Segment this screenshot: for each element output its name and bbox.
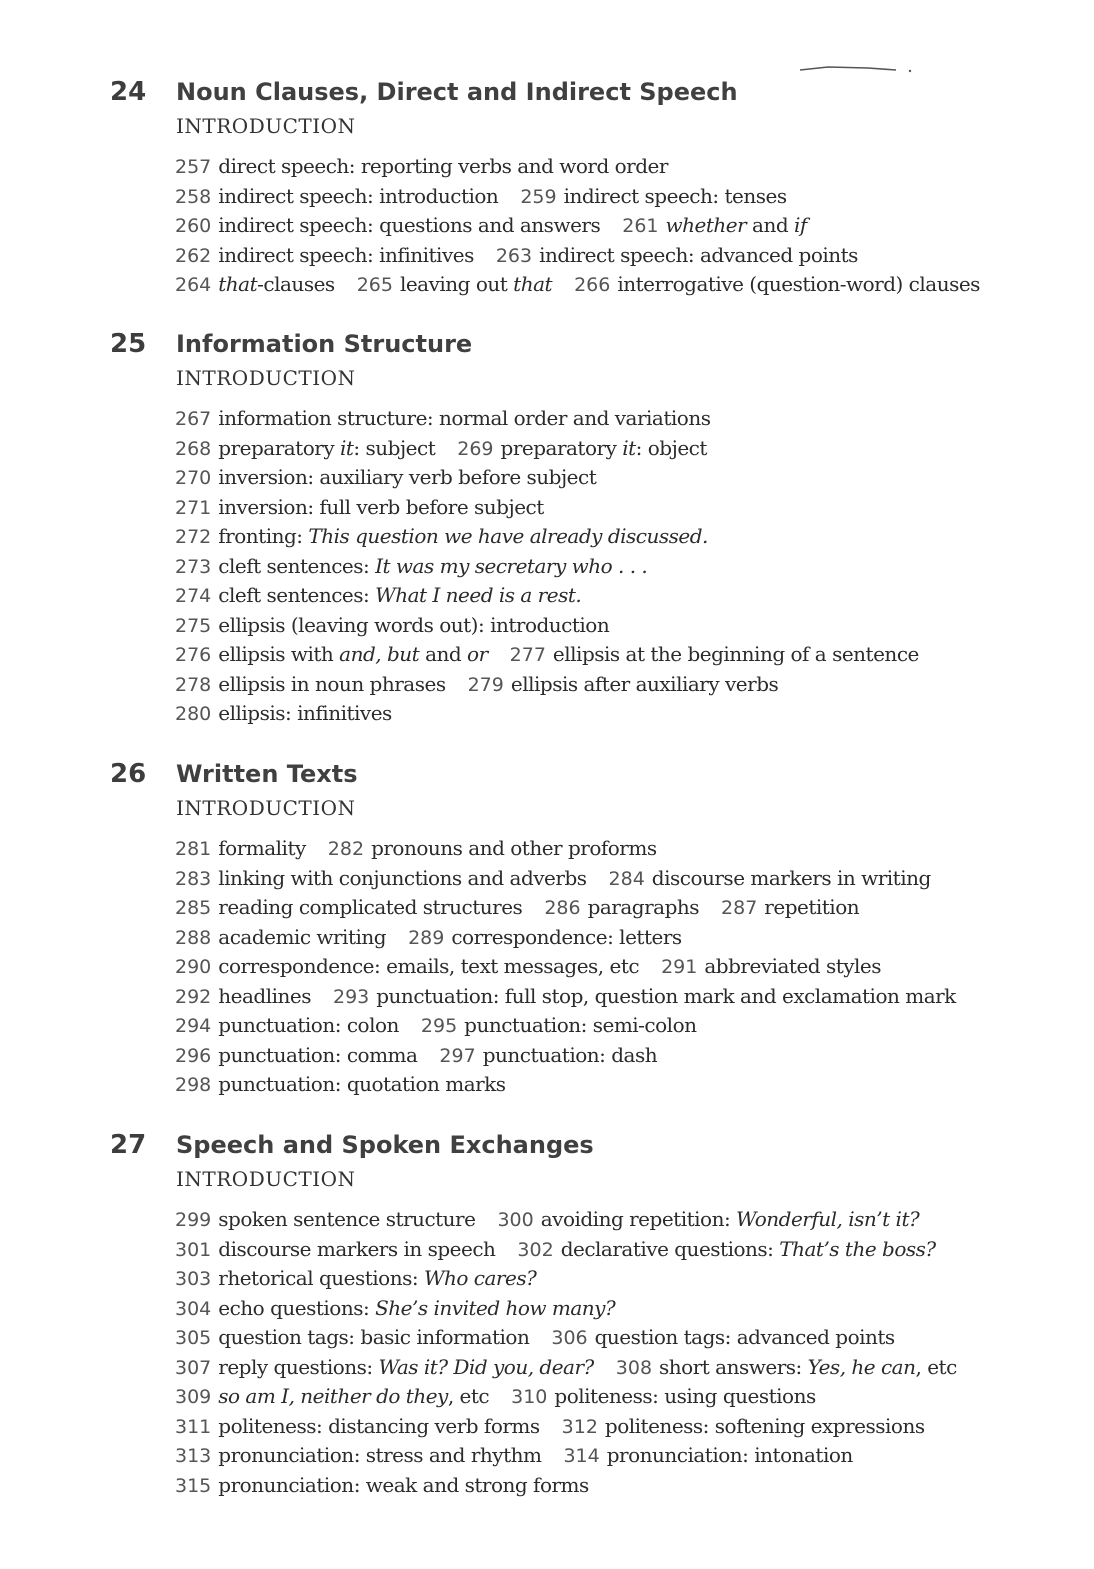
entry-line: [175, 404, 919, 434]
entry-line: [175, 152, 980, 182]
section-number: 26: [110, 759, 147, 789]
entry-number: 294: [175, 1015, 212, 1037]
entry-text: repetition: [764, 895, 860, 919]
entry-text: ellipsis at the beginning of a sentence: [552, 642, 919, 666]
entry-line: [175, 581, 919, 611]
entry-text: pronunciation: stress and rhythm: [218, 1443, 542, 1467]
entry-287: [721, 895, 859, 919]
entry-list: [175, 152, 980, 300]
entry-number: 285: [175, 897, 212, 919]
entry-257: [175, 154, 668, 178]
entry-text: politeness: distancing verb forms: [218, 1413, 540, 1438]
entry-266: [574, 272, 980, 296]
entry-text: pronunciation: intonation: [606, 1443, 853, 1467]
entry-text-italic: so am I, neither do they: [218, 1384, 448, 1408]
entry-number: 307: [175, 1356, 212, 1379]
entry-line: [175, 864, 956, 894]
entry-262: [175, 243, 474, 267]
entry-text: -clauses: [257, 272, 335, 296]
entry-text: , etc: [915, 1354, 957, 1379]
section-introduction-heading: INTRODUCTION: [176, 114, 356, 138]
entry-281: [175, 836, 306, 860]
entry-number: 315: [175, 1474, 212, 1497]
entry-number: 310: [511, 1386, 548, 1408]
entry-297: [439, 1043, 657, 1067]
entry-number: 296: [175, 1044, 212, 1067]
entry-296: [175, 1043, 417, 1067]
entry-text: linking with conjunctions and adverbs: [218, 865, 587, 890]
entry-279: [468, 672, 779, 696]
entry-text: punctuation: dash: [482, 1042, 658, 1067]
entry-text-italic: Was it? Did you, dear?: [378, 1354, 594, 1379]
entry-number: 278: [175, 673, 212, 696]
entry-text: cleft sentences:: [218, 583, 376, 607]
entry-line: [175, 1382, 957, 1412]
entry-text-italic: if: [793, 213, 807, 237]
entry-line: [175, 699, 919, 729]
entry-line: [175, 952, 956, 982]
entry-272: [175, 524, 708, 548]
entry-line: [175, 241, 980, 271]
entry-number: 291: [661, 956, 698, 978]
entry-number: 265: [356, 274, 393, 296]
entry-302: [517, 1237, 935, 1261]
entry-text: correspondence: letters: [451, 924, 682, 949]
entry-text-italic: it: [622, 435, 636, 460]
entry-text: direct speech: reporting verbs and word order: [218, 154, 668, 178]
entry-text: reply questions:: [218, 1354, 379, 1379]
entry-number: 300: [497, 1209, 534, 1231]
entry-text: punctuation: full stop, question mark and exclamation mark: [376, 983, 956, 1008]
entry-text: echo questions:: [218, 1295, 376, 1320]
entry-line: [175, 1070, 956, 1100]
entry-311: [175, 1414, 540, 1438]
entry-number: 295: [420, 1015, 458, 1037]
entry-293: [333, 984, 956, 1008]
entry-number: 303: [175, 1268, 212, 1290]
entry-309: [175, 1384, 489, 1408]
entry-number: 299: [175, 1209, 212, 1231]
entry-275: [175, 613, 609, 637]
entry-289: [408, 925, 682, 949]
entry-273: [175, 554, 647, 578]
section-title: Noun Clauses, Direct and Indirect Speech: [176, 78, 738, 106]
entry-text: pronunciation: weak and strong forms: [218, 1472, 589, 1497]
entry-number: 272: [175, 526, 212, 548]
entry-line: [175, 923, 956, 953]
entry-line: [175, 552, 919, 582]
entry-text: indirect speech: questions and answers: [218, 213, 601, 237]
entry-line: [175, 1412, 957, 1442]
entry-text: , etc: [447, 1384, 490, 1408]
entry-text: formality: [218, 836, 306, 860]
section-number: 27: [110, 1130, 147, 1160]
entry-text: ellipsis: infinitives: [218, 701, 392, 725]
entry-269: [457, 436, 707, 460]
entry-number: 274: [175, 585, 212, 607]
entry-number: 290: [175, 956, 212, 978]
entry-text-italic: That’s the boss?: [779, 1236, 936, 1261]
ink-smudge: [798, 64, 918, 74]
entry-315: [175, 1473, 589, 1497]
entry-number: 279: [467, 673, 504, 696]
entry-285: [175, 895, 522, 919]
entry-text: and: [746, 213, 794, 237]
entry-number: 273: [175, 555, 212, 578]
entry-300: [497, 1207, 919, 1231]
entry-text: question tags: advanced points: [594, 1325, 895, 1349]
entry-number: 270: [175, 467, 212, 489]
entry-text-italic: It was my secretary who . . .: [375, 553, 648, 578]
entry-text: politeness: softening expressions: [604, 1413, 925, 1438]
entry-261: [622, 213, 807, 237]
entry-number: 267: [175, 408, 212, 430]
section-introduction-heading: INTRODUCTION: [176, 796, 356, 820]
entry-list: [175, 1205, 957, 1500]
entry-number: 289: [408, 926, 445, 949]
entry-text-italic: Yes, he can: [807, 1354, 916, 1379]
entry-295: [421, 1013, 697, 1037]
entry-text: ellipsis after auxiliary verbs: [510, 671, 779, 696]
entry-text: paragraphs: [587, 895, 700, 919]
entry-text: punctuation: comma: [218, 1042, 418, 1067]
entry-number: 277: [509, 644, 546, 666]
entry-text: ellipsis with: [218, 642, 340, 666]
entry-line: [175, 463, 919, 493]
entry-text: punctuation: colon: [218, 1013, 399, 1037]
entry-text-italic: What I need is a rest.: [375, 583, 582, 607]
entry-310: [511, 1384, 816, 1408]
entry-288: [175, 925, 386, 949]
entry-number: 301: [175, 1238, 212, 1261]
entry-280: [175, 701, 392, 725]
entry-text: cleft sentences:: [218, 553, 376, 578]
entry-number: 257: [175, 156, 212, 178]
entry-text: headlines: [218, 983, 311, 1008]
entry-text: interrogative (question-word) clauses: [617, 272, 980, 296]
entry-line: [175, 522, 919, 552]
entry-number: 264: [175, 274, 212, 296]
entry-text: : subject: [353, 435, 436, 460]
entry-line: [175, 611, 919, 641]
entry-number: 276: [175, 644, 212, 666]
entry-number: 308: [615, 1356, 653, 1379]
entry-text-italic: it: [339, 435, 354, 460]
entry-268: [175, 436, 435, 460]
entry-312: [562, 1414, 925, 1438]
section-introduction-heading: INTRODUCTION: [176, 366, 356, 390]
entry-text: abbreviated styles: [704, 954, 882, 978]
entry-text: preparatory: [218, 435, 340, 460]
entry-number: 314: [563, 1445, 600, 1467]
entry-text: leaving out: [399, 272, 514, 296]
entry-text: fronting:: [218, 524, 309, 548]
entry-278: [175, 672, 446, 696]
entry-text: correspondence: emails, text messages, etc: [218, 954, 640, 978]
entry-number: 269: [457, 437, 494, 460]
entry-number: 312: [561, 1415, 598, 1438]
entry-text: inversion: full verb before subject: [218, 494, 544, 519]
entry-303: [175, 1266, 536, 1290]
entry-text-italic: This question we have already discussed.: [308, 524, 708, 548]
entry-number: 281: [175, 838, 212, 860]
entry-line: [175, 1294, 957, 1324]
entry-number: 282: [327, 838, 365, 860]
entry-text: indirect speech: advanced points: [539, 242, 858, 267]
entry-text: rhetorical questions:: [218, 1266, 424, 1290]
entry-313: [175, 1443, 541, 1467]
entry-list: [175, 834, 956, 1100]
entry-298: [175, 1072, 506, 1096]
entry-line: [175, 893, 956, 923]
entry-number: 304: [175, 1297, 212, 1320]
entry-number: 260: [175, 215, 212, 237]
entry-text: information structure: normal order and variations: [218, 406, 711, 430]
entry-number: 313: [175, 1445, 212, 1467]
entry-274: [175, 583, 581, 607]
entry-number: 258: [175, 185, 212, 208]
entry-text: pronouns and other proforms: [371, 836, 657, 860]
entry-283: [175, 866, 587, 890]
entry-number: 275: [175, 614, 212, 637]
entry-text: reading complicated structures: [218, 895, 523, 919]
section-title: Speech and Spoken Exchanges: [176, 1131, 594, 1159]
entry-number: 311: [175, 1415, 212, 1438]
entry-number: 280: [175, 703, 212, 725]
entry-314: [563, 1443, 852, 1467]
entry-260: [175, 213, 600, 237]
entry-text: avoiding repetition:: [540, 1207, 737, 1231]
entry-text: inversion: auxiliary verb before subject: [218, 465, 597, 489]
entry-text-italic: that: [513, 272, 553, 296]
entry-line: [175, 1011, 956, 1041]
entry-264: [175, 272, 335, 296]
entry-line: [175, 1041, 956, 1071]
entry-306: [551, 1325, 894, 1349]
entry-line: [175, 670, 919, 700]
entry-305: [175, 1325, 529, 1349]
entry-list: [175, 404, 919, 729]
entry-line: [175, 1264, 957, 1294]
entry-number: 259: [520, 185, 557, 208]
entry-text: ellipsis in noun phrases: [218, 671, 446, 696]
entry-line: [175, 1235, 957, 1265]
entry-text-italic: She’s invited how many?: [375, 1295, 616, 1320]
entry-text: spoken sentence structure: [218, 1207, 476, 1231]
entry-263: [496, 243, 858, 267]
entry-number: 266: [574, 274, 611, 296]
entry-292: [175, 984, 311, 1008]
entry-number: 306: [551, 1327, 588, 1349]
entry-text-italic: or: [467, 642, 488, 666]
entry-number: 287: [721, 897, 758, 919]
entry-284: [609, 866, 931, 890]
entry-299: [175, 1207, 475, 1231]
entry-304: [175, 1296, 615, 1320]
entry-line: [175, 1471, 957, 1501]
entry-text: indirect speech: infinitives: [218, 242, 474, 267]
entry-text: and: [419, 642, 468, 666]
entry-text: ellipsis (leaving words out): introduction: [218, 612, 610, 637]
entry-text-italic: that: [218, 272, 258, 296]
entry-line: [175, 640, 919, 670]
entry-text: short answers:: [659, 1354, 808, 1379]
entry-number: 292: [175, 985, 212, 1008]
entry-text-italic: Who cares?: [423, 1266, 537, 1290]
entry-text: discourse markers in speech: [218, 1236, 496, 1261]
section-title: Information Structure: [176, 330, 473, 358]
entry-text: punctuation: quotation marks: [218, 1072, 506, 1096]
entry-text: indirect speech: introduction: [218, 183, 499, 208]
section-number: 24: [110, 77, 147, 107]
entry-number: 309: [175, 1386, 212, 1408]
entry-282: [328, 836, 657, 860]
entry-line: [175, 1353, 957, 1383]
entry-line: [175, 982, 956, 1012]
entry-308: [616, 1355, 957, 1379]
entry-number: 284: [608, 867, 645, 890]
entry-text: discourse markers in writing: [651, 865, 931, 890]
entry-text: declarative questions:: [560, 1236, 780, 1261]
entry-line: [175, 834, 956, 864]
entry-number: 286: [544, 897, 581, 919]
entry-294: [175, 1013, 399, 1037]
entry-number: 305: [175, 1327, 212, 1349]
entry-267: [175, 406, 710, 430]
entry-number: 302: [517, 1238, 554, 1261]
entry-text: : object: [635, 435, 707, 460]
entry-number: 262: [175, 244, 212, 267]
entry-text: preparatory: [500, 435, 623, 460]
entry-text: politeness: using questions: [554, 1384, 816, 1408]
section-introduction-heading: INTRODUCTION: [176, 1167, 356, 1191]
entry-291: [661, 954, 881, 978]
entry-line: [175, 434, 919, 464]
entry-number: 288: [175, 926, 212, 949]
entry-line: [175, 1205, 957, 1235]
entry-text-italic: Wonderful, isn’t it?: [736, 1207, 920, 1231]
entry-number: 268: [175, 437, 212, 460]
entry-286: [544, 895, 699, 919]
entry-text-italic: and, but: [339, 642, 420, 666]
entry-271: [175, 495, 544, 519]
entry-258: [175, 184, 498, 208]
entry-line: [175, 270, 980, 300]
entry-307: [175, 1355, 594, 1379]
entry-277: [510, 642, 919, 666]
entry-line: [175, 182, 980, 212]
entry-276: [175, 642, 488, 666]
entry-line: [175, 1323, 957, 1353]
entry-line: [175, 1441, 957, 1471]
entry-number: 261: [622, 215, 659, 237]
entry-line: [175, 211, 980, 241]
entry-265: [357, 272, 552, 296]
entry-text-italic: whether: [665, 213, 747, 237]
section-number: 25: [110, 329, 147, 359]
entry-line: [175, 493, 919, 523]
entry-number: 297: [439, 1044, 476, 1067]
section-title: Written Texts: [176, 760, 358, 788]
entry-number: 293: [332, 985, 370, 1008]
entry-270: [175, 465, 596, 489]
entry-text: punctuation: semi-colon: [464, 1013, 697, 1037]
entry-290: [175, 954, 639, 978]
entry-259: [520, 184, 786, 208]
entry-number: 283: [175, 867, 212, 890]
entry-number: 298: [175, 1074, 212, 1096]
entry-number: 271: [175, 496, 212, 519]
entry-text: academic writing: [218, 924, 387, 949]
entry-text: indirect speech: tenses: [563, 183, 787, 208]
entry-text: question tags: basic information: [218, 1325, 530, 1349]
entry-number: 263: [495, 244, 533, 267]
entry-301: [175, 1237, 495, 1261]
